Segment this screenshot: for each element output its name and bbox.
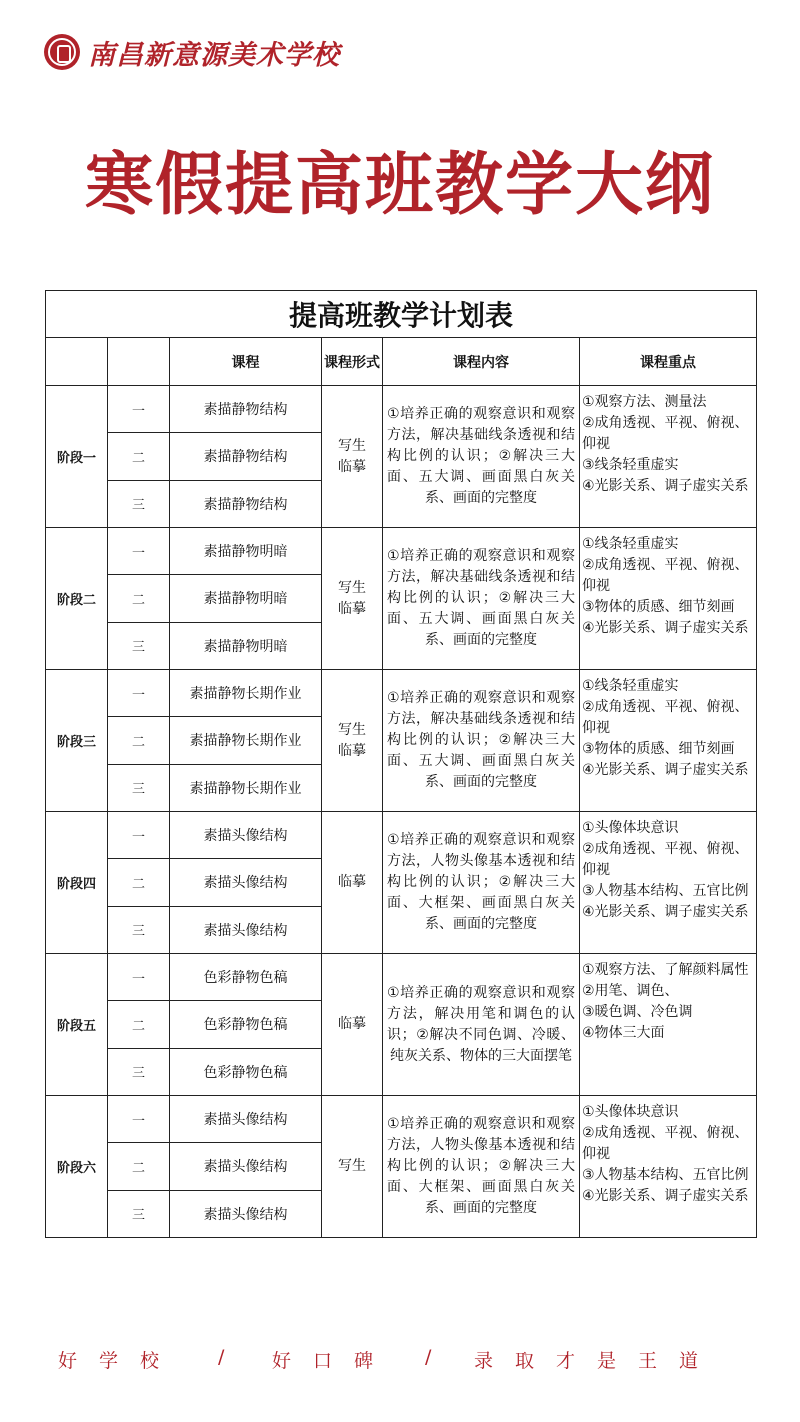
slogan-separator: /: [425, 1346, 432, 1368]
key-point: ③物体的质感、细节刻画: [582, 741, 735, 757]
course-form-item: 写生: [338, 579, 366, 596]
course-name: 色彩静物色稿: [170, 1001, 322, 1048]
course-name: 素描静物明暗: [170, 622, 322, 669]
course-name: 色彩静物色稿: [170, 954, 322, 1001]
lesson-number: 一: [108, 1096, 170, 1143]
course-name: 素描头像结构: [170, 1096, 322, 1143]
course-form: [322, 954, 383, 1096]
table-row: [46, 670, 757, 717]
lesson-number: 一: [108, 670, 170, 717]
table-row: [46, 812, 757, 859]
lesson-number: 二: [108, 1143, 170, 1190]
key-point: ③线条轻重虚实: [582, 457, 679, 473]
course-name: 素描静物结构: [170, 433, 322, 480]
course-form-item: 临摹: [338, 742, 366, 759]
course-form-item: 临摹: [338, 874, 366, 890]
course-name: 素描静物长期作业: [170, 764, 322, 811]
lesson-number: 二: [108, 717, 170, 764]
course-name: 素描头像结构: [170, 859, 322, 906]
course-key-points: [580, 954, 757, 1096]
table-row: [46, 954, 757, 1001]
stage-name: 阶段四: [46, 812, 108, 954]
lesson-number: 二: [108, 575, 170, 622]
school-logo: [44, 32, 340, 72]
key-point: ①线条轻重虚实: [582, 536, 679, 552]
course-form-item: 写生: [338, 437, 366, 454]
key-point: ②成角透视、平视、俯视、仰视: [582, 415, 749, 452]
key-point: ②成角透视、平视、俯视、仰视: [582, 1125, 749, 1162]
stage-name: 阶段六: [46, 1096, 108, 1238]
lesson-number: 一: [108, 528, 170, 575]
course-name: 素描头像结构: [170, 1143, 322, 1190]
course-content: ①培养正确的观察意识和观察方法，解决用笔和调色的认识；②解决不同色调、冷暖、纯灰关系、物体的三大面摆笔: [383, 954, 580, 1096]
key-point: ①观察方法、测量法: [582, 394, 707, 410]
course-key-points: [580, 812, 757, 954]
lesson-number: 三: [108, 1190, 170, 1237]
lesson-number: 三: [108, 622, 170, 669]
course-name: 素描静物明暗: [170, 575, 322, 622]
course-form-item: 写生: [338, 721, 366, 738]
lesson-number: 二: [108, 859, 170, 906]
course-content: ①培养正确的观察意识和观察方法，解决基础线条透视和结构比例的认识；②解决三大面、五大调、画面黑白灰关系、画面的完整度: [383, 670, 580, 812]
key-point: ②成角透视、平视、俯视、仰视: [582, 841, 749, 878]
key-point: ②用笔、调色、: [582, 983, 679, 999]
course-name: 素描静物长期作业: [170, 717, 322, 764]
column-header-stage: [46, 338, 108, 386]
lesson-number: 三: [108, 480, 170, 527]
lesson-number: 三: [108, 764, 170, 811]
course-key-points: [580, 670, 757, 812]
key-point: ②成角透视、平视、俯视、仰视: [582, 557, 749, 594]
key-point: ④光影关系、调子虚实关系: [582, 478, 749, 494]
course-form-item: 写生: [338, 1158, 366, 1174]
course-form: [322, 1096, 383, 1238]
key-point: ④物体三大面: [582, 1025, 665, 1041]
key-point: ③人物基本结构、五官比例: [582, 883, 749, 899]
slogan-separator: /: [218, 1346, 225, 1368]
key-point: ④光影关系、调子虚实关系: [582, 904, 749, 920]
course-form-item: 临摹: [338, 1016, 366, 1032]
course-content: ①培养正确的观察意识和观察方法，人物头像基本透视和结构比例的认识；②解决三大面、大框架、画面黑白灰关系、画面的完整度: [383, 812, 580, 954]
course-key-points: [580, 1096, 757, 1238]
course-name: 素描头像结构: [170, 906, 322, 953]
course-form: [322, 670, 383, 812]
course-form: [322, 386, 383, 528]
key-point: ④光影关系、调子虚实关系: [582, 1188, 749, 1204]
course-name: 素描头像结构: [170, 1190, 322, 1237]
column-header-content: 课程内容: [383, 338, 580, 386]
column-header-course: 课程: [170, 338, 322, 386]
course-form: [322, 812, 383, 954]
course-content: ①培养正确的观察意识和观察方法，人物头像基本透视和结构比例的认识；②解决三大面、大框架、画面黑白灰关系、画面的完整度: [383, 1096, 580, 1238]
table-header-row: [46, 338, 757, 386]
course-name: 素描静物长期作业: [170, 670, 322, 717]
teaching-plan-table: [45, 290, 757, 1238]
page-title: 寒假提高班教学大纲: [84, 146, 715, 225]
lesson-number: 一: [108, 812, 170, 859]
key-point: ④光影关系、调子虚实关系: [582, 762, 749, 778]
course-name: 素描头像结构: [170, 812, 322, 859]
lesson-number: 三: [108, 1048, 170, 1095]
key-point: ①头像体块意识: [582, 1104, 679, 1120]
key-point: ③暖色调、冷色调: [582, 1004, 693, 1020]
course-name: 色彩静物色稿: [170, 1048, 322, 1095]
lesson-number: 三: [108, 906, 170, 953]
key-point: ①观察方法、了解颜料属性: [582, 962, 749, 978]
table-row: [46, 528, 757, 575]
lesson-number: 二: [108, 433, 170, 480]
key-point: ①线条轻重虚实: [582, 678, 679, 694]
course-content: ①培养正确的观察意识和观察方法，解决基础线条透视和结构比例的认识；②解决三大面、五大调、画面黑白灰关系、画面的完整度: [383, 528, 580, 670]
course-key-points: [580, 386, 757, 528]
lesson-number: 一: [108, 954, 170, 1001]
stage-name: 阶段五: [46, 954, 108, 1096]
lesson-number: 一: [108, 386, 170, 433]
slogan-good-school: 好学校: [58, 1350, 182, 1372]
table-row: [46, 386, 757, 433]
slogan-admission: 录取才是王道: [474, 1350, 721, 1372]
table-row: [46, 1096, 757, 1143]
column-header-form: 课程形式: [322, 338, 383, 386]
table-title: 提高班教学计划表: [46, 291, 757, 338]
stage-name: 阶段三: [46, 670, 108, 812]
course-form-item: 临摹: [338, 600, 366, 617]
key-point: ②成角透视、平视、俯视、仰视: [582, 699, 749, 736]
stage-name: 阶段二: [46, 528, 108, 670]
lesson-number: 二: [108, 1001, 170, 1048]
course-form-item: 临摹: [338, 458, 366, 475]
column-header-key-points: 课程重点: [580, 338, 757, 386]
stage-name: 阶段一: [46, 386, 108, 528]
slogan-good-reputation: 好口碑: [272, 1350, 396, 1372]
key-point: ④光影关系、调子虚实关系: [582, 620, 749, 636]
key-point: ①头像体块意识: [582, 820, 679, 836]
key-point: ③人物基本结构、五官比例: [582, 1167, 749, 1183]
course-name: 素描静物明暗: [170, 528, 322, 575]
course-form: [322, 528, 383, 670]
school-name: 南昌新意源美术学校: [88, 39, 340, 71]
course-content: ①培养正确的观察意识和观察方法，解决基础线条透视和结构比例的认识；②解决三大面、五大调、画面黑白灰关系、画面的完整度: [383, 386, 580, 528]
footer-slogan: [0, 1346, 800, 1378]
course-name: 素描静物结构: [170, 386, 322, 433]
course-key-points: [580, 528, 757, 670]
school-seal-icon: [44, 34, 80, 70]
course-name: 素描静物结构: [170, 480, 322, 527]
key-point: ③物体的质感、细节刻画: [582, 599, 735, 615]
column-header-number: [108, 338, 170, 386]
